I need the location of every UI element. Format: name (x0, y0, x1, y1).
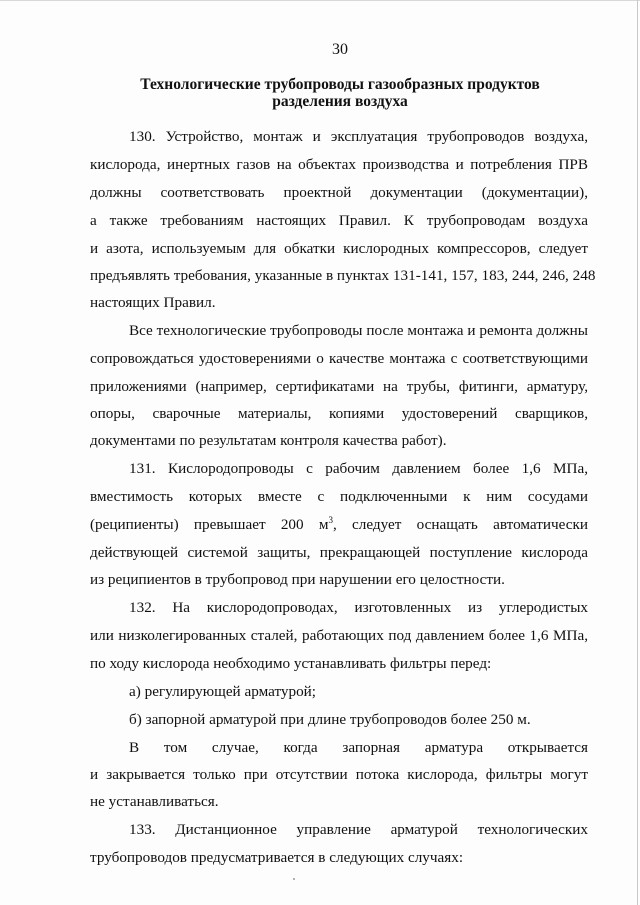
text-line-with-superscript (90, 516, 588, 536)
text-line: Все технологические трубопроводы после монтажа и ремонта должны (129, 322, 588, 339)
text-line: или низколегированных сталей, работающих под давлением более 1,6 МПа, (90, 627, 588, 644)
text-line: предъявлять требования, указанные в пунктах 131-141, 157, 183, 244, 246, 248 (90, 267, 596, 284)
text-line: б) запорной арматурой при длине трубопроводов более 250 м. (129, 711, 531, 728)
text-line: и закрывается только при отсутствии потока кислорода, фильтры могут (90, 766, 588, 783)
scan-speck (293, 878, 295, 880)
text-line: трубопроводов предусматривается в следующих случаях: (90, 849, 464, 866)
text-line: В том случае, когда запорная арматура открывается (129, 739, 588, 756)
text-line: а также требованиям настоящих Правил. К трубопроводам воздуха (90, 212, 588, 229)
section-heading (90, 76, 590, 110)
text-line: документами по результатам контроля качества работ). (90, 432, 447, 449)
text-line: действующей системой защиты, прекращающей поступление кислорода (90, 544, 588, 561)
text-line: 133. Дистанционное управление арматурой технологических (129, 821, 588, 838)
scan-edge-top (0, 0, 640, 1)
text-line: вместимость которых вместе с подключенными к ним сосудами (90, 488, 588, 505)
text-line: а) регулирующей арматурой; (129, 683, 317, 700)
text-line: 130. Устройство, монтаж и эксплуатация трубопроводов воздуха, (129, 128, 588, 145)
scan-edge-right (637, 0, 638, 905)
text-line: опоры, сварочные материалы, копиями удостоверений сварщиков, (90, 405, 588, 422)
text-line: из реципиентов в трубопровод при нарушении его целостности. (90, 571, 505, 588)
text-line: 132. На кислородопроводах, изготовленных из углеродистых (129, 599, 588, 616)
section-heading-line-2: разделения воздуха (272, 93, 408, 110)
text-line: кислорода, инертных газов на объектах производства и потребления ПРВ (90, 156, 588, 173)
superscript: 3 (328, 514, 333, 525)
text-line: и азота, используемым для обкатки кислородных компрессоров, следует (90, 240, 588, 257)
text-line: настоящих Правил. (90, 294, 216, 311)
text-line: сопровождаться удостоверениями о качестве монтажа с соответствующими (90, 350, 588, 367)
text-line: приложениями (например, сертификатами на трубы, фитинги, арматуру, (90, 378, 588, 395)
section-heading-line-1: Технологические трубопроводы газообразных продуктов (140, 76, 540, 93)
text-line: должны соответствовать проектной документации (документации), (90, 184, 588, 201)
text-line: 131. Кислородопроводы с рабочим давлением более 1,6 МПа, (129, 460, 588, 477)
text-fragment: (реципиенты) превышает 200 м (90, 516, 329, 533)
text-fragment: , следует оснащать автоматически (332, 516, 588, 533)
text-line: не устанавливаться. (90, 793, 219, 810)
page-number: 30 (332, 41, 348, 58)
text-line: по ходу кислорода необходимо устанавливать фильтры перед: (90, 655, 492, 672)
